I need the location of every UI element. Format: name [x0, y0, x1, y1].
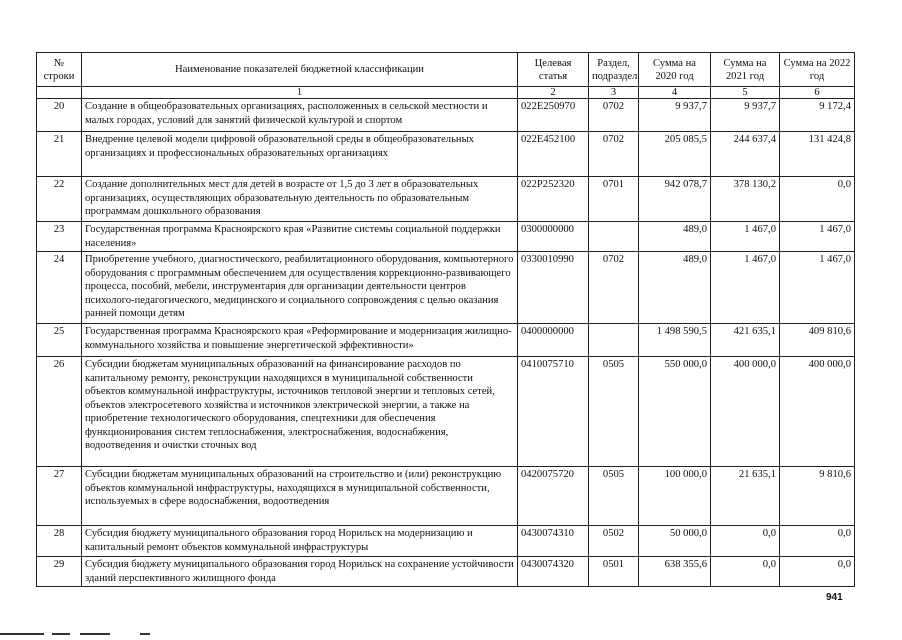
page-number: 941 — [826, 592, 843, 603]
column-index-cell: 4 — [639, 87, 711, 99]
row-target-article: 0430074310 — [518, 526, 589, 557]
table-row — [37, 99, 855, 132]
row-sum-2022: 409 810,6 — [780, 324, 855, 357]
row-name: Субсидии бюджетам муниципальных образований на строительство и (или) реконструкцию объектов коммунальной инфраструктуры, находящихся в муниципальной собственности, используемых в сфере водоснабжения, водоотведения — [82, 467, 518, 526]
row-number: 23 — [37, 222, 82, 252]
column-index-cell: 5 — [711, 87, 780, 99]
header-section: Раздел, подраздел — [589, 53, 639, 87]
row-sum-2020: 489,0 — [639, 222, 711, 252]
row-sum-2021: 0,0 — [711, 526, 780, 557]
row-sum-2021: 400 000,0 — [711, 357, 780, 467]
row-name: Субсидия бюджету муниципального образования город Норильск на сохранение устойчивости зданий перспективного жилищного фонда — [82, 557, 518, 587]
row-sum-2022: 9 810,6 — [780, 467, 855, 526]
row-sum-2022: 0,0 — [780, 526, 855, 557]
row-sum-2022: 131 424,8 — [780, 132, 855, 177]
row-section — [589, 222, 639, 252]
row-sum-2022: 0,0 — [780, 177, 855, 222]
row-number: 29 — [37, 557, 82, 587]
row-name: Государственная программа Красноярского края «Реформирование и модернизация жилищно-коммунального хозяйства и повышение энергетической эффективности» — [82, 324, 518, 357]
row-target-article: 0330010990 — [518, 252, 589, 324]
header-sum-2020: Сумма на 2020 год — [639, 53, 711, 87]
row-sum-2021: 421 635,1 — [711, 324, 780, 357]
column-index-cell: 3 — [589, 87, 639, 99]
row-sum-2020: 1 498 590,5 — [639, 324, 711, 357]
table-header-row — [37, 53, 855, 87]
row-sum-2021: 378 130,2 — [711, 177, 780, 222]
column-index-row — [37, 87, 855, 99]
table-row — [37, 557, 855, 587]
row-name: Приобретение учебного, диагностического, реабилитационного оборудования, компьютерного оборудования с программным обеспечением для осуществления коррекционно-развивающего процесса, пособий, мебели, инструментария для организации деятельности центров психолого-педагогического, медицинского и социального сопровождения с целью оказания ранней помощи детям — [82, 252, 518, 324]
row-sum-2021: 21 635,1 — [711, 467, 780, 526]
row-number: 20 — [37, 99, 82, 132]
row-sum-2021: 244 637,4 — [711, 132, 780, 177]
row-target-article: 0400000000 — [518, 324, 589, 357]
header-sum-2022: Сумма на 2022 год — [780, 53, 855, 87]
row-sum-2020: 205 085,5 — [639, 132, 711, 177]
row-sum-2020: 489,0 — [639, 252, 711, 324]
row-section: 0505 — [589, 357, 639, 467]
row-sum-2022: 0,0 — [780, 557, 855, 587]
row-target-article: 0420075720 — [518, 467, 589, 526]
budget-table — [36, 52, 855, 587]
scan-edge-mark — [0, 630, 902, 640]
row-sum-2020: 50 000,0 — [639, 526, 711, 557]
row-target-article: 022E250970 — [518, 99, 589, 132]
row-number: 25 — [37, 324, 82, 357]
table-row — [37, 324, 855, 357]
row-sum-2022: 1 467,0 — [780, 222, 855, 252]
row-number: 22 — [37, 177, 82, 222]
row-sum-2020: 9 937,7 — [639, 99, 711, 132]
row-target-article: 0410075710 — [518, 357, 589, 467]
row-name: Государственная программа Красноярского края «Развитие системы социальной поддержки населения» — [82, 222, 518, 252]
column-index-cell: 6 — [780, 87, 855, 99]
row-sum-2020: 550 000,0 — [639, 357, 711, 467]
table-row — [37, 132, 855, 177]
row-section: 0502 — [589, 526, 639, 557]
row-sum-2022: 9 172,4 — [780, 99, 855, 132]
row-sum-2020: 942 078,7 — [639, 177, 711, 222]
row-section: 0702 — [589, 252, 639, 324]
row-section: 0702 — [589, 99, 639, 132]
row-number: 26 — [37, 357, 82, 467]
row-sum-2021: 1 467,0 — [711, 252, 780, 324]
row-name: Создание в общеобразовательных организациях, расположенных в сельской местности и малых городах, условий для занятий физической культурой и спортом — [82, 99, 518, 132]
column-index-cell: 2 — [518, 87, 589, 99]
row-section — [589, 324, 639, 357]
row-name: Субсидии бюджетам муниципальных образований на финансирование расходов по капитальному ремонту, реконструкции находящихся в муниципальной собственности объектов коммунальной инфраструктуры, источников тепловой энергии и тепловых сетей, объектов электросетевого хозяйства и источников электрической энергии, а также на приобретение технологического оборудования, спецтехники для обеспечения функционирования систем теплоснабжения, электроснабжения, водоснабжения, водоотведения и очистки сточных вод — [82, 357, 518, 467]
table-row — [37, 177, 855, 222]
header-sum-2021: Сумма на 2021 год — [711, 53, 780, 87]
row-section: 0701 — [589, 177, 639, 222]
row-sum-2020: 100 000,0 — [639, 467, 711, 526]
row-name: Создание дополнительных мест для детей в возрасте от 1,5 до 3 лет в образовательных организациях, осуществляющих образовательную деятельность по образовательным программам дошкольного образования — [82, 177, 518, 222]
column-index-cell: 1 — [82, 87, 518, 99]
row-number: 21 — [37, 132, 82, 177]
row-number: 27 — [37, 467, 82, 526]
row-sum-2021: 0,0 — [711, 557, 780, 587]
row-name: Субсидия бюджету муниципального образования город Норильск на модернизацию и капитальный ремонт объектов коммунальной инфраструктуры — [82, 526, 518, 557]
table-row — [37, 526, 855, 557]
row-target-article: 0430074320 — [518, 557, 589, 587]
row-sum-2021: 9 937,7 — [711, 99, 780, 132]
table-row — [37, 357, 855, 467]
row-number: 28 — [37, 526, 82, 557]
table-row — [37, 252, 855, 324]
row-sum-2020: 638 355,6 — [639, 557, 711, 587]
row-sum-2022: 400 000,0 — [780, 357, 855, 467]
header-target-article: Целевая статья — [518, 53, 589, 87]
row-target-article: 0300000000 — [518, 222, 589, 252]
table-row — [37, 222, 855, 252]
row-section: 0702 — [589, 132, 639, 177]
table-row — [37, 467, 855, 526]
row-number: 24 — [37, 252, 82, 324]
row-sum-2021: 1 467,0 — [711, 222, 780, 252]
row-section: 0501 — [589, 557, 639, 587]
row-target-article: 022P252320 — [518, 177, 589, 222]
row-sum-2022: 1 467,0 — [780, 252, 855, 324]
header-row-number: № строки — [37, 53, 82, 87]
header-indicator-name: Наименование показателей бюджетной классификации — [82, 53, 518, 87]
row-name: Внедрение целевой модели цифровой образовательной среды в общеобразовательных организациях и профессиональных образовательных организациях — [82, 132, 518, 177]
row-target-article: 022E452100 — [518, 132, 589, 177]
row-section: 0505 — [589, 467, 639, 526]
column-index-blank — [37, 87, 82, 99]
